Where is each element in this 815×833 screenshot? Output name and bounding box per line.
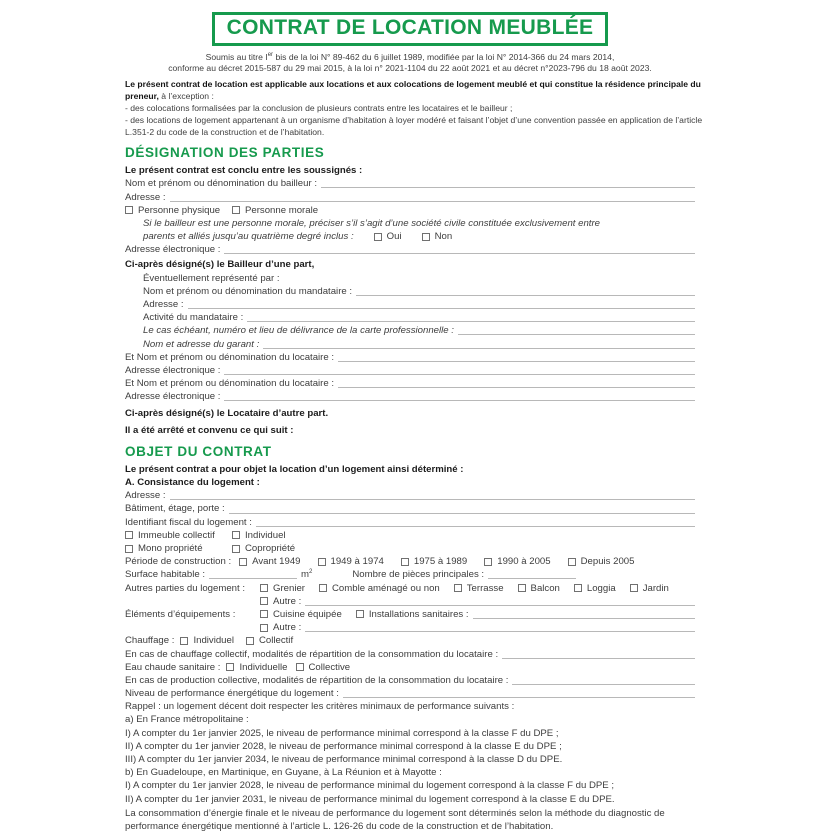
input-line[interactable] [247,321,695,322]
field-batiment [125,502,695,515]
field-label: Nom et adresse du garant : [143,338,260,350]
row-autres-autre [260,595,695,608]
checkbox-comble[interactable]: Comble aménagé ou non [319,583,440,594]
checkbox-cuisine-equipee[interactable]: Cuisine équipée [260,609,342,620]
input-line[interactable] [356,295,695,296]
checkbox-mono-propriete[interactable]: Mono propriété [125,543,232,554]
input-line[interactable] [224,374,695,375]
checkbox-icon [374,233,382,241]
checkbox-personne-morale[interactable]: Personne morale [232,205,318,216]
legal-subtitle-2: conforme au décret 2015-587 du 29 mai 2015, à la loi n° 2021-1104 du 22 août 2021 et au décret n°2023-796 du 18 août 2023. [168,63,652,74]
checkbox-1975-1989[interactable]: 1975 à 1989 [401,556,467,567]
checkbox-icon [239,558,247,566]
text-consistance-title: A. Consistance du logement : [125,477,260,489]
text-represente-par: Éventuellement représenté par : [143,272,280,284]
checkbox-jardin[interactable]: Jardin [630,583,669,594]
checkbox-eau-individuelle[interactable]: Individuelle [226,662,287,673]
field-bailleur-adresse [125,190,695,203]
field-label: Adresse électronique : [125,364,221,376]
field-bailleur-name [125,177,695,190]
exception-item-2: - des locations de logement appartenant à un organisme d’habitation à loyer modéré et faisant l’objet d’une convention passée en application de l’article L.351-2 du code de la construction et de l’habitation. [125,115,703,138]
field-logement-adresse [125,489,695,502]
checkbox-depuis-2005[interactable]: Depuis 2005 [568,556,635,567]
section-heading-objet: OBJET DU CONTRAT [125,443,272,459]
checkbox-icon [356,610,364,618]
checkbox-icon [246,637,254,645]
checkbox-eau-collective[interactable]: Collective [296,662,351,673]
checkbox-avant-1949[interactable]: Avant 1949 [239,556,300,567]
field-performance [125,687,695,700]
text-conclu-soussignes: Le présent contrat est conclu entre les soussignés : [125,165,363,177]
checkbox-copropriete[interactable]: Copropriété [232,543,295,554]
intro-paragraph [125,78,721,138]
text-morale-note-1: Si le bailleur est une personne morale, préciser s’il s’agit d’une société civile constituée exclusivement entre [143,217,601,229]
field-label: Adresse électronique : [125,244,221,256]
input-line[interactable] [502,658,695,659]
field-label: Et Nom et prénom ou dénomination du locataire : [125,378,335,390]
checkbox-1990-2005[interactable]: 1990 à 2005 [484,556,550,567]
checkbox-icon [260,610,268,618]
page-title: CONTRAT DE LOCATION MEUBLÉE [226,16,594,39]
input-line[interactable] [305,605,695,606]
text-locataire-designation: Ci-après désigné(s) le Locataire d’autre part. [125,407,329,419]
field-label: Adresse : [125,191,166,203]
field-identifiant-fiscal [125,516,695,529]
input-line[interactable] [338,387,695,388]
checkbox-row-equipements [125,608,695,621]
input-line[interactable] [263,348,695,349]
checkbox-installations-sanitaires[interactable]: Installations sanitaires : [356,609,469,620]
checkbox-row-personne-type [125,204,695,217]
field-label: Le cas échéant, numéro et lieu de délivrance de la carte professionnelle : [143,325,454,337]
field-eau-note [125,674,695,687]
row-surface [125,568,695,581]
field-label: Bâtiment, étage, porte : [125,503,225,515]
checkbox-row-eau-chaude [125,661,695,674]
checkbox-icon [232,545,240,553]
checkbox-icon [232,206,240,214]
text-outremer-title: b) En Guadeloupe, en Martinique, en Guyane, à La Réunion et à Mayotte : [125,767,442,779]
checkbox-row-periode [125,555,695,568]
input-line[interactable] [343,697,695,698]
checkbox-icon [454,584,462,592]
field-label: Nom et prénom ou dénomination du mandataire : [143,285,353,297]
field-mandataire-adresse [143,298,695,311]
checkbox-icon [401,558,409,566]
field-locataire1-email [125,364,695,377]
input-line[interactable] [305,631,695,632]
input-line[interactable] [188,308,695,309]
field-locataire2-email [125,390,695,403]
checkbox-icon [296,663,304,671]
checkbox-icon [422,233,430,241]
text-conclusion: La consommation d’énergie finale et le niveau de performance du logement sont déterminés selon la méthode du diagnostic de performance énergétique mentionné à l’article L. 126-26 du code de la construction et de l’habitation. [125,807,665,832]
row-equipements-autre [260,621,695,634]
text-bailleur-designation: Ci-après désigné(s) le Bailleur d’une part, [125,259,315,271]
field-label: Éléments d’équipements : [125,608,236,620]
checkbox-icon [260,584,268,592]
checkbox-personne-physique[interactable]: Personne physique [125,205,232,216]
field-label: Et Nom et prénom ou dénomination du locataire : [125,351,335,363]
checkbox-loggia[interactable]: Loggia [574,583,616,594]
checkbox-chauffage-collectif[interactable]: Collectif [246,635,293,646]
input-line[interactable] [224,253,695,254]
checkbox-icon [630,584,638,592]
pieces-input-line[interactable] [488,578,576,579]
checkbox-icon [574,584,582,592]
text-morale-note-2: parents et alliés jusqu’au quatrième degré inclus : [143,231,354,243]
text-rappel: Rappel : un logement décent doit respecter les critères minimaux de performance suivants : [125,701,515,713]
input-line[interactable] [321,187,695,188]
text-outremer-item-1: I) A compter du 1er janvier 2028, le niveau de performance minimal du logement correspond à la classe F du DPE ; [125,780,615,792]
checkbox-individuel[interactable]: Individuel [232,530,286,541]
input-line[interactable] [473,618,695,619]
checkbox-non[interactable]: Non [422,231,453,242]
field-locataire2-name [125,377,695,390]
field-label: Identifiant fiscal du logement : [125,516,252,528]
checkbox-icon [260,597,268,605]
text-metropole-title: a) En France métropolitaine : [125,714,249,726]
field-label: Période de construction : [125,556,232,568]
checkbox-icon [518,584,526,592]
text-convenu: Il a été arrêté et convenu ce qui suit : [125,424,294,436]
intro-bold-text: Le présent contrat de location est applicable aux locations et aux colocations de logement meublé et qui constitue la résidence principale du preneur, [125,79,701,102]
checkbox-row-immeuble [125,529,695,542]
checkbox-icon [125,545,133,553]
surface-input-line[interactable] [209,578,297,579]
input-line[interactable] [338,361,695,362]
text-outremer-item-2: II) A compter du 1er janvier 2031, le niveau de performance minimal du logement correspond à la classe E du DPE. [125,793,615,805]
contract-title-box [212,12,609,46]
field-carte-professionnelle [143,324,695,337]
field-label: Adresse électronique : [125,391,221,403]
checkbox-icon [125,206,133,214]
section-heading-designation: DÉSIGNATION DES PARTIES [125,145,325,161]
checkbox-icon [125,531,133,539]
input-line[interactable] [224,400,695,401]
field-locataire1-name [125,351,695,364]
field-label: Niveau de performance énergétique du logement : [125,688,339,700]
checkbox-icon [484,558,492,566]
intro-tail-text: à l’exception : [158,91,214,102]
field-label: Nombre de pièces principales : [352,569,485,581]
checkbox-chauffage-individuel[interactable]: Individuel [180,635,234,646]
checkbox-autre-partie[interactable]: Autre : [260,596,301,607]
checkbox-balcon[interactable]: Balcon [518,583,560,594]
input-line[interactable] [256,526,695,527]
checkbox-autre-equipement[interactable]: Autre : [260,622,301,633]
field-mandataire-activite [143,311,695,324]
input-line[interactable] [229,513,695,514]
field-label: En cas de chauffage collectif, modalités de répartition de la consommation du locataire : [125,648,499,660]
exception-item-1: - des colocations formalisées par la conclusion de plusieurs contrats entre les locataires et le bailleur ; [125,103,513,114]
text-objet-intro: Le présent contrat a pour objet la location d’un logement ainsi déterminé : [125,463,464,475]
field-label: Chauffage : [125,635,175,647]
text-metropole-item-2: II) A compter du 1er janvier 2028, le niveau de performance minimal correspond à la classe E du DPE ; [125,740,562,752]
input-line[interactable] [170,201,695,202]
checkbox-icon [180,637,188,645]
input-line[interactable] [458,334,695,335]
surface-unit: $m^2$ [301,569,313,581]
field-label: Nom et prénom ou dénomination du bailleur : [125,178,317,190]
checkbox-icon [226,663,234,671]
field-label: Adresse : [143,299,184,311]
checkbox-icon [319,584,327,592]
checkbox-row-propriete [125,542,695,555]
input-line[interactable] [512,684,695,685]
checkbox-icon [232,531,240,539]
checkbox-icon [568,558,576,566]
checkbox-row-chauffage [125,634,695,647]
checkbox-row-autres-parties [125,581,695,594]
checkbox-icon [318,558,326,566]
checkbox-immeuble-collectif[interactable]: Immeuble collectif [125,530,232,541]
field-chauffage-note [125,647,695,660]
field-label: En cas de production collective, modalités de répartition de la consommation du locataire : [125,674,509,686]
text-metropole-item-1: I) A compter du 1er janvier 2025, le niveau de performance minimal correspond à la classe F du DPE ; [125,727,559,739]
field-bailleur-email [125,243,695,256]
field-label: Adresse : [125,490,166,502]
input-line[interactable] [170,499,695,500]
text-metropole-item-3: III) A compter du 1er janvier 2034, le niveau de performance minimal correspond à la classe D du DPE. [125,754,563,766]
checkbox-oui[interactable]: Oui [374,231,402,242]
checkbox-terrasse[interactable]: Terrasse [454,583,504,594]
field-label: Surface habitable : [125,569,206,581]
row-morale-note-2 [143,230,695,243]
field-mandataire-name [143,285,695,298]
field-label: Activité du mandataire : [143,312,244,324]
checkbox-1949-1974[interactable]: 1949 à 1974 [318,556,384,567]
checkbox-icon [260,624,268,632]
checkbox-grenier[interactable]: Grenier [260,583,305,594]
legal-subtitle-1: Soumis au titre Ier bis de la loi N° 89-462 du 6 juillet 1989, modifiée par la loi N° 2014-366 du 24 mars 2014, [205,51,615,62]
field-garant [143,337,695,350]
field-label: Autres parties du logement : [125,582,245,594]
field-label: Eau chaude sanitaire : [125,661,221,673]
